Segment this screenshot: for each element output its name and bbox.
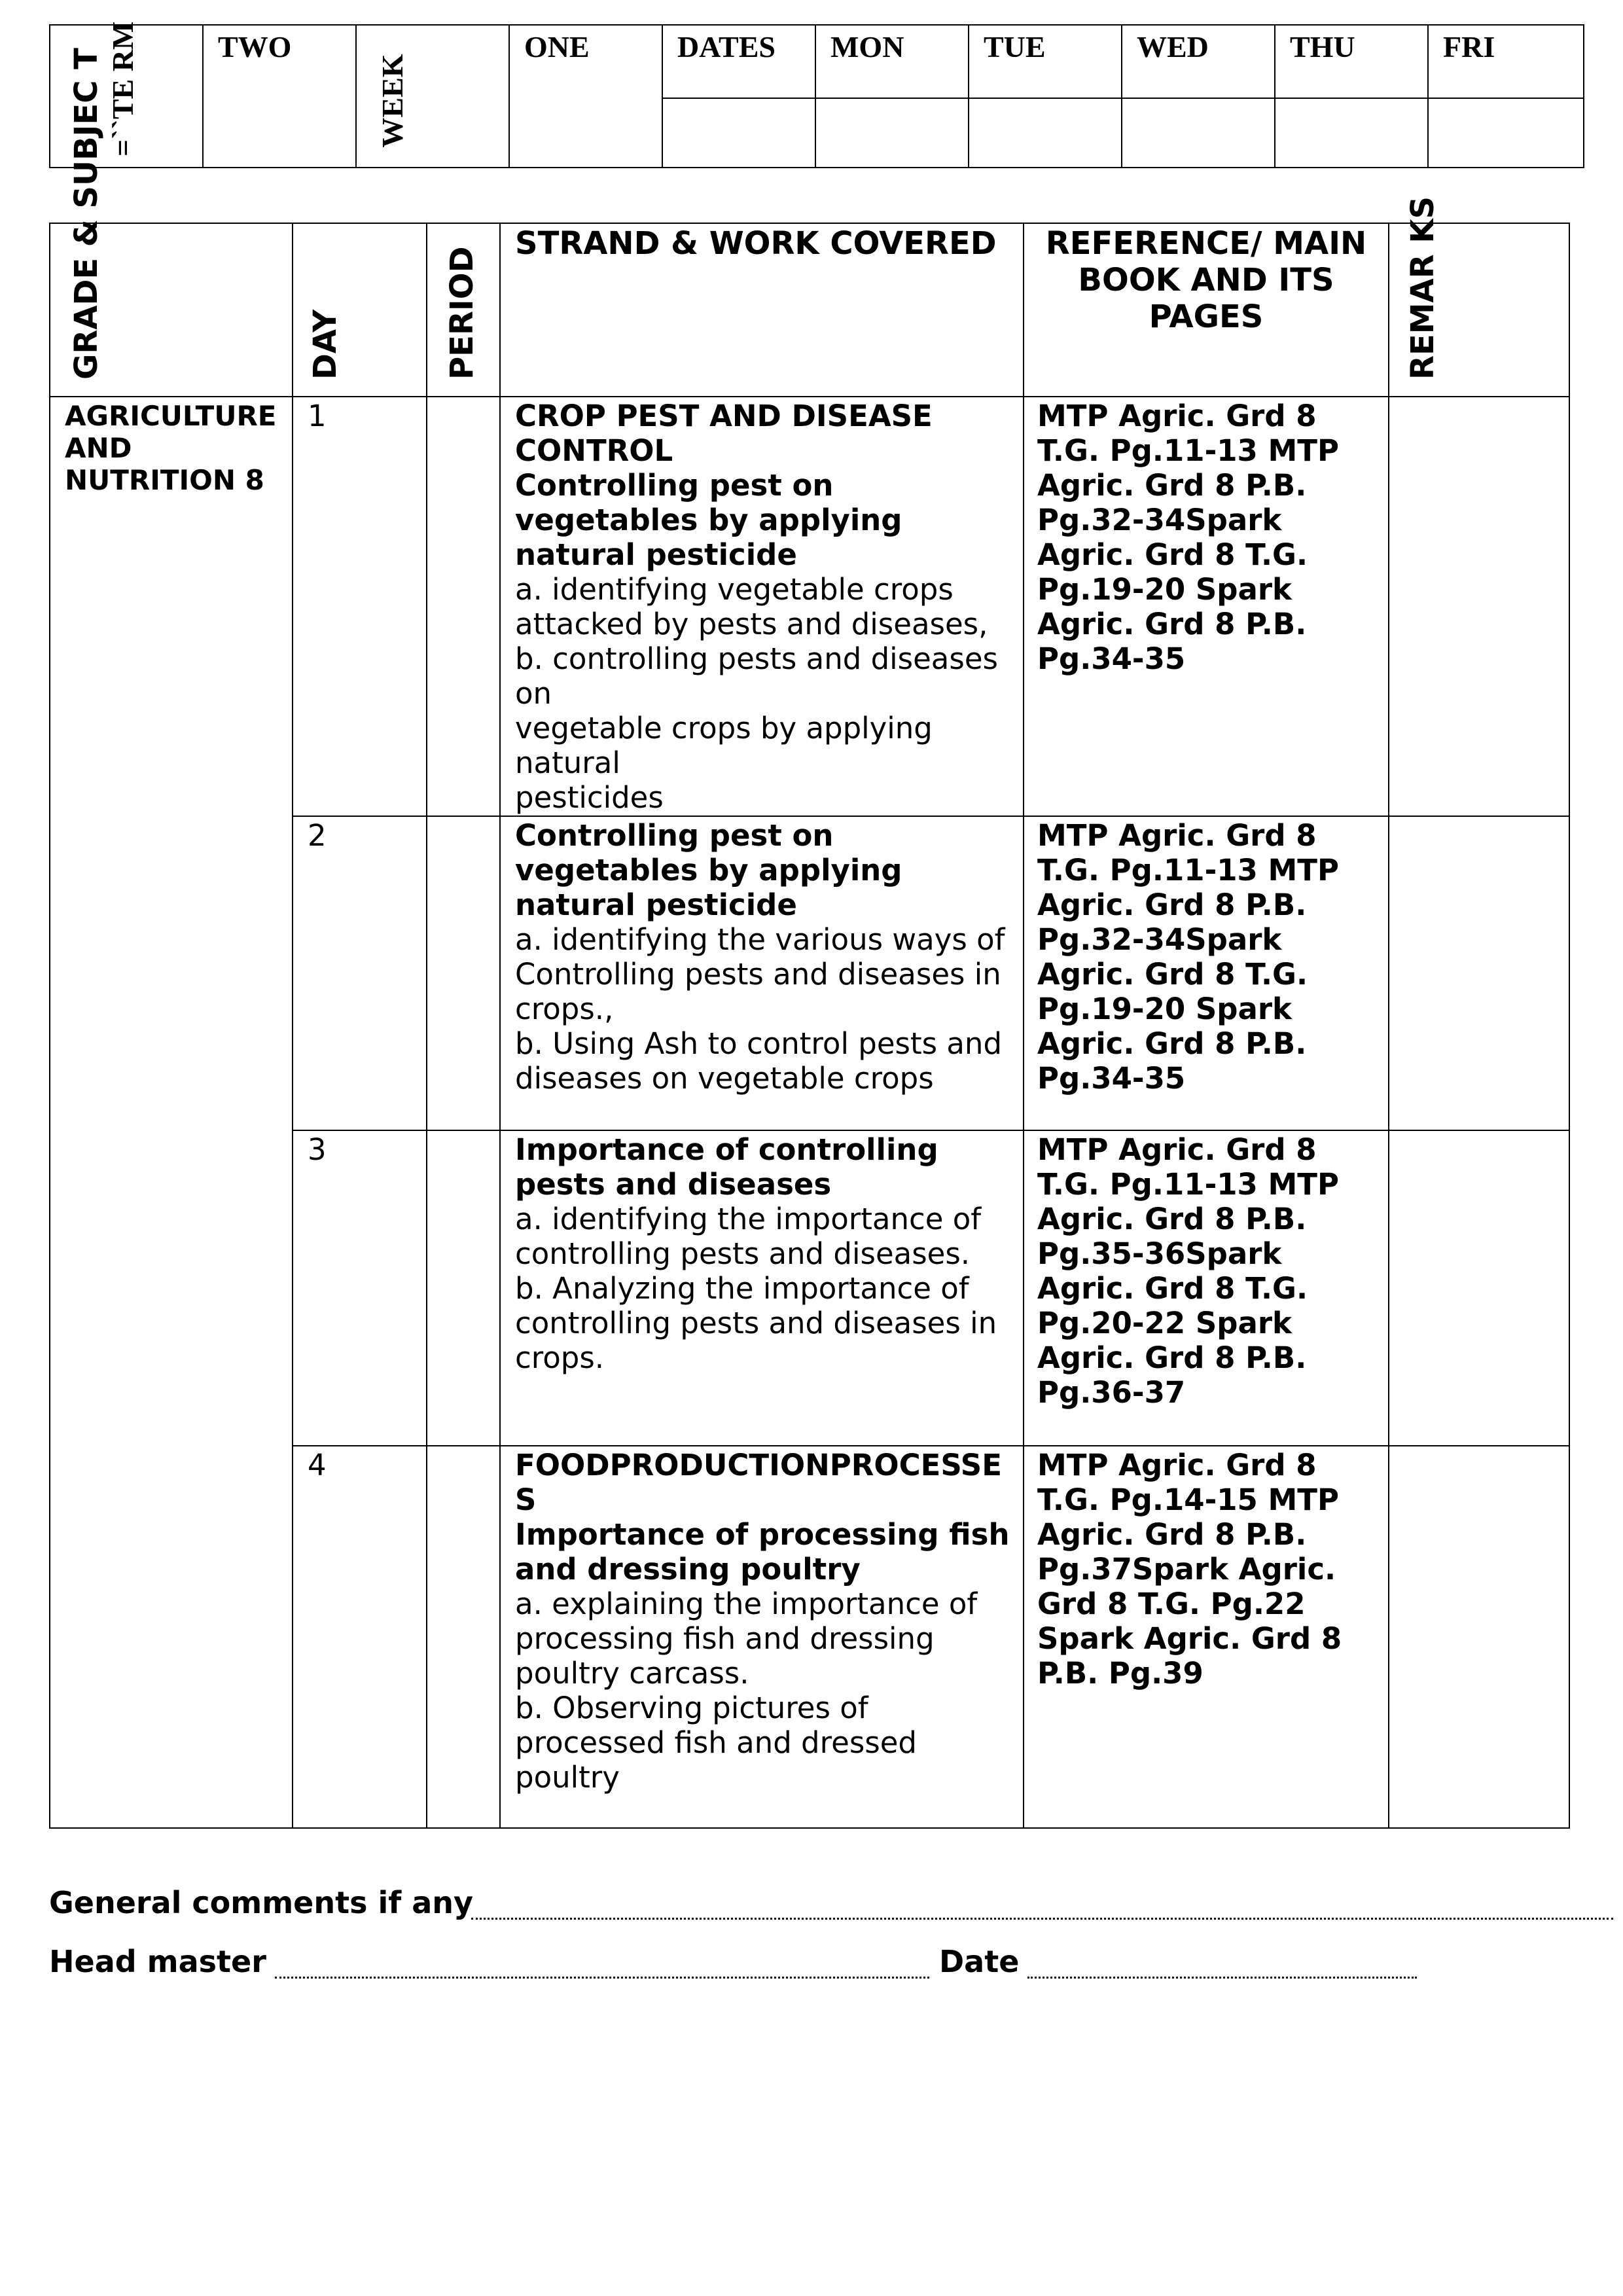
strand-subtitle: Importance of controlling pests and diseases bbox=[515, 1132, 938, 1202]
head-master-signature-line[interactable] bbox=[275, 1977, 929, 1979]
day-header-wed: WED bbox=[1122, 25, 1275, 98]
strand-line: b. Observing pictures of processed fish and dressed poultry bbox=[515, 1691, 917, 1795]
day-number: 3 bbox=[293, 1130, 427, 1446]
date-label: Date bbox=[939, 1944, 1020, 1979]
remarks-cell bbox=[1389, 816, 1569, 1130]
strand-line: b. controlling pests and diseases on bbox=[515, 641, 998, 711]
col-grade-subject-label: GRADE & SUBJEC T bbox=[68, 48, 105, 380]
dates-blank bbox=[662, 98, 815, 168]
day-header-mon: MON bbox=[815, 25, 969, 98]
col-period bbox=[427, 223, 500, 397]
period-cell bbox=[427, 816, 500, 1130]
strand-line: b. Analyzing the importance of controlling pests and diseases in crops. bbox=[515, 1271, 997, 1375]
col-reference: REFERENCE/ MAIN BOOK AND ITS PAGES bbox=[1024, 223, 1389, 397]
table-header-row bbox=[50, 223, 1569, 397]
day-number: 2 bbox=[293, 816, 427, 1130]
date-mon-blank bbox=[815, 98, 969, 168]
period-cell bbox=[427, 1446, 500, 1828]
col-remarks bbox=[1389, 196, 1569, 397]
strand-cell bbox=[500, 1446, 1024, 1828]
strand-cell bbox=[500, 397, 1024, 816]
col-strand: STRAND & WORK COVERED bbox=[500, 223, 1024, 397]
date-line[interactable] bbox=[1027, 1977, 1417, 1979]
week-value: ONE bbox=[509, 25, 662, 168]
strand-subtitle: Importance of processing fish and dressing poultry bbox=[515, 1517, 1010, 1587]
strand-subtitle: Controlling pest on vegetables by applying natural pesticide bbox=[515, 468, 902, 572]
reference-cell: MTP Agric. Grd 8 T.G. Pg.11-13 MTP Agric. Grd 8 P.B. Pg.32-34Spark Agric. Grd 8 T.G. Pg.19-20 Spark Agric. Grd 8 P.B. Pg.34-35 bbox=[1024, 816, 1389, 1130]
dates-label: DATES bbox=[662, 25, 815, 98]
term-week-table bbox=[49, 21, 1584, 168]
date-tue-blank bbox=[969, 98, 1122, 168]
strand-line: b. Using Ash to control pests and diseases on vegetable crops bbox=[515, 1026, 1003, 1096]
date-fri-blank bbox=[1428, 98, 1584, 168]
head-master-label: Head master bbox=[49, 1944, 266, 1979]
strand-line: pesticides bbox=[515, 780, 664, 815]
term-value: TWO bbox=[203, 25, 356, 168]
week-label-cell bbox=[356, 25, 509, 168]
col-day bbox=[293, 223, 427, 397]
table-row bbox=[50, 397, 1569, 816]
strand-title: FOODPRODUCTIONPROCESSE S bbox=[515, 1448, 1002, 1517]
day-number: 1 bbox=[293, 397, 427, 816]
col-remarks-label: REMAR KS bbox=[1404, 196, 1441, 380]
strand-cell bbox=[500, 1130, 1024, 1446]
general-comments-label: General comments if any bbox=[49, 1885, 474, 1920]
col-day-label: DAY bbox=[307, 309, 344, 380]
period-cell bbox=[427, 1130, 500, 1446]
strand-line: a. identifying vegetable crops attacked by pests and diseases, bbox=[515, 572, 988, 641]
col-period-label: PERIOD bbox=[444, 246, 480, 380]
strand-line: a. identifying the importance of controlling pests and diseases. bbox=[515, 1202, 982, 1271]
general-comments-line[interactable] bbox=[471, 1918, 1613, 1920]
strand-cell bbox=[500, 816, 1024, 1130]
strand-line: a. identifying the various ways of bbox=[515, 922, 1005, 957]
strand-line: Controlling pests and diseases in crops., bbox=[515, 957, 1001, 1026]
reference-cell: MTP Agric. Grd 8 T.G. Pg.11-13 MTP Agric. Grd 8 P.B. Pg.32-34Spark Agric. Grd 8 T.G. Pg.19-20 Spark Agric. Grd 8 P.B. Pg.34-35 bbox=[1024, 397, 1389, 816]
strand-title: CROP PEST AND DISEASE CONTROL bbox=[515, 399, 933, 468]
reference-cell: MTP Agric. Grd 8 T.G. Pg.11-13 MTP Agric. Grd 8 P.B. Pg.35-36Spark Agric. Grd 8 T.G. Pg.20-22 Spark Agric. Grd 8 P.B. Pg.36-37 bbox=[1024, 1130, 1389, 1446]
remarks-cell bbox=[1389, 397, 1569, 816]
period-cell bbox=[427, 397, 500, 816]
week-label: WEEK bbox=[376, 54, 409, 148]
strand-subtitle: Controlling pest on vegetables by applying natural pesticide bbox=[515, 818, 902, 922]
remarks-cell bbox=[1389, 1130, 1569, 1446]
day-header-tue: TUE bbox=[969, 25, 1122, 98]
remarks-cell bbox=[1389, 1446, 1569, 1828]
strand-line: a. explaining the importance of processing fish and dressing poultry carcass. bbox=[515, 1587, 978, 1691]
strand-line: vegetable crops by applying natural bbox=[515, 711, 933, 780]
term-label: =``TE RM bbox=[106, 21, 139, 156]
date-wed-blank bbox=[1122, 98, 1275, 168]
subject-cell: AGRICULTURE AND NUTRITION 8 bbox=[50, 397, 293, 1828]
day-number: 4 bbox=[293, 1446, 427, 1828]
date-thu-blank bbox=[1275, 98, 1428, 168]
reference-cell: MTP Agric. Grd 8 T.G. Pg.14-15 MTP Agric. Grd 8 P.B. Pg.37Spark Agric. Grd 8 T.G. Pg.22 Spark Agric. Grd 8 P.B. Pg.39 bbox=[1024, 1446, 1389, 1828]
day-header-fri: FRI bbox=[1428, 25, 1584, 98]
day-header-thu: THU bbox=[1275, 25, 1428, 98]
